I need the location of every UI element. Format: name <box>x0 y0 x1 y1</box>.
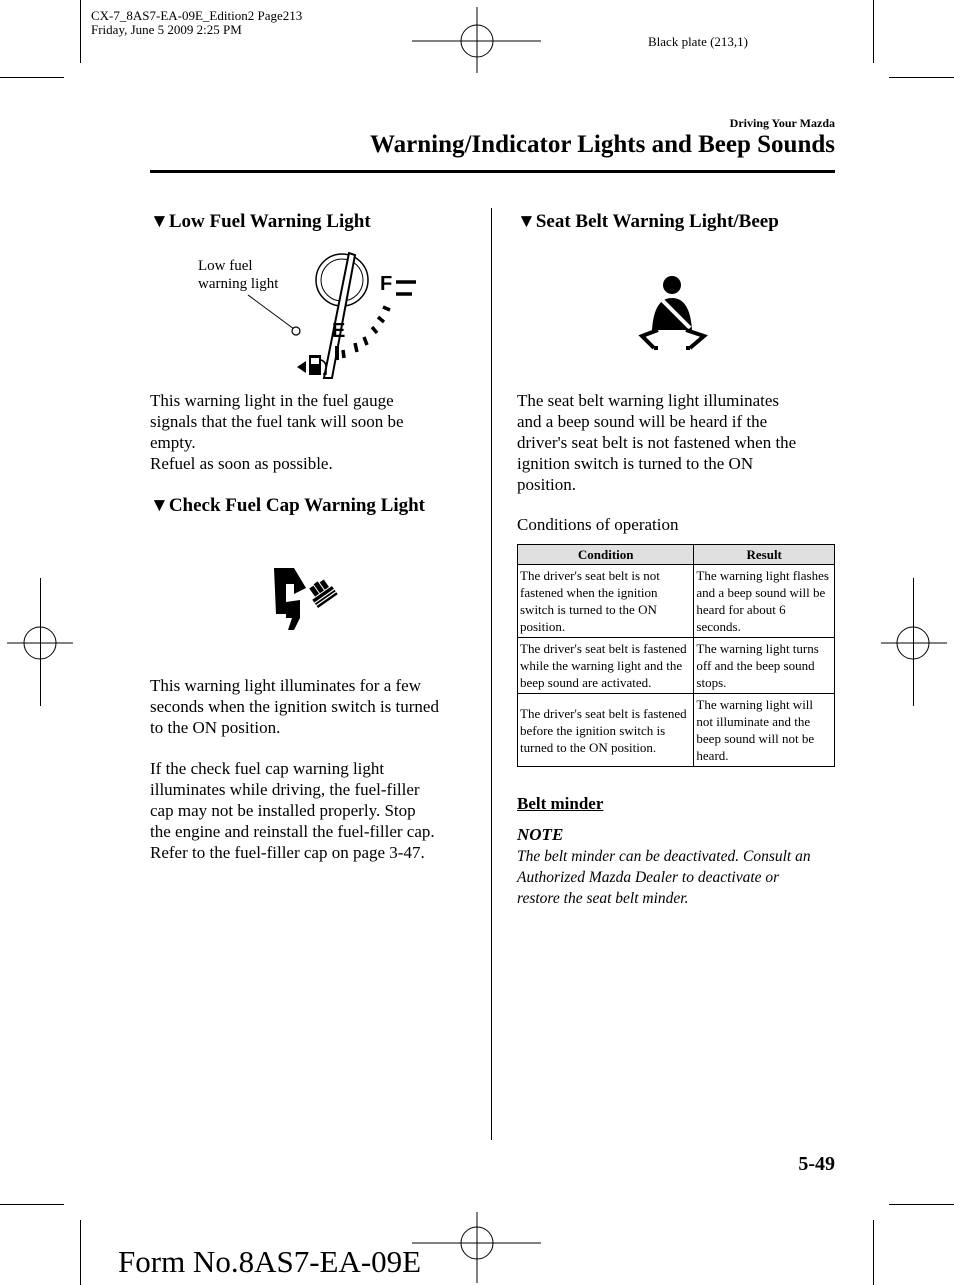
check-fuel-cap-icon <box>270 562 350 634</box>
conditions-table <box>517 544 835 767</box>
note-heading: NOTE <box>517 825 564 844</box>
conditions-label: Conditions of operation <box>517 515 679 534</box>
table-row <box>518 694 835 767</box>
triangle-icon: ▼ <box>517 211 536 232</box>
plate-label: Black plate (213,1) <box>648 34 748 49</box>
table-cell: The driver's seat belt is fastened before the ignition switch is turned to the ON position. <box>518 694 694 767</box>
registration-mark-right <box>879 610 949 676</box>
triangle-icon: ▼ <box>150 495 169 516</box>
note-text: The belt minder can be deactivated. Consult an Authorized Mazda Dealer to deactivate or restore the seat belt minder. <box>517 848 811 907</box>
table-cell: The warning light flashes and a beep sound will be heard for about 6 seconds. <box>694 565 835 638</box>
low-fuel-heading: ▼Low Fuel Warning Light <box>150 211 371 232</box>
column-divider <box>491 208 492 1140</box>
table-header-row <box>518 545 835 565</box>
page-number: 5-49 <box>798 1153 835 1175</box>
table-row <box>518 638 835 694</box>
table-row <box>518 565 835 638</box>
registration-mark-left <box>5 610 75 676</box>
gauge-full-label: F <box>380 273 393 295</box>
low-fuel-callout: Low fuel warning light <box>198 258 279 292</box>
fuel-gauge-illustration <box>240 250 425 385</box>
form-number: Form No.8AS7-EA-09E <box>118 1244 422 1279</box>
fuel-cap-description-1: This warning light illuminates for a few seconds when the ignition switch is turned to the ON position. <box>150 676 439 737</box>
seat-belt-heading: ▼Seat Belt Warning Light/Beep <box>517 211 779 232</box>
gauge-empty-label: E <box>332 320 346 342</box>
fuel-cap-description-2: If the check fuel cap warning light illuminates while driving, the fuel-filler cap may not be installed properly. Stop the engine and reinstall the fuel-filler cap. Refer to the fuel-filler cap on page 3-47. <box>150 759 435 862</box>
fuel-cap-heading: ▼Check Fuel Cap Warning Light <box>150 495 426 516</box>
table-cell: The driver's seat belt is fastened while the warning light and the beep sound are activated. <box>518 638 694 694</box>
low-fuel-description: This warning light in the fuel gauge signals that the fuel tank will soon be empty. Refuel as soon as possible. <box>150 391 404 473</box>
table-cell: The warning light turns off and the beep sound stops. <box>694 638 835 694</box>
registration-mark-top <box>410 5 545 75</box>
page-title: Warning/Indicator Lights and Beep Sounds <box>370 131 835 158</box>
section-label: Driving Your Mazda <box>729 116 835 130</box>
seat-belt-description: The seat belt warning light illuminates and a beep sound will be heard if the driver's seat belt is not fastened when the ignition switch is turned to the ON position. <box>517 391 797 494</box>
column-header-condition: Condition <box>518 545 694 565</box>
seat-belt-icon <box>638 270 710 352</box>
belt-minder-heading: Belt minder <box>517 794 604 813</box>
registration-mark-bottom <box>410 1210 545 1285</box>
fuel-door-arrow-icon <box>297 361 306 373</box>
column-header-result: Result <box>694 545 835 565</box>
triangle-icon: ▼ <box>150 211 169 232</box>
print-file-line: CX-7_8AS7-EA-09E_Edition2 Page213 <box>91 8 303 23</box>
table-cell: The warning light will not illuminate and the beep sound will not be heard. <box>694 694 835 767</box>
title-rule <box>150 170 835 173</box>
table-cell: The driver's seat belt is not fastened when the ignition switch is turned to the ON position. <box>518 565 694 638</box>
print-date-line: Friday, June 5 2009 2:25 PM <box>91 22 242 37</box>
